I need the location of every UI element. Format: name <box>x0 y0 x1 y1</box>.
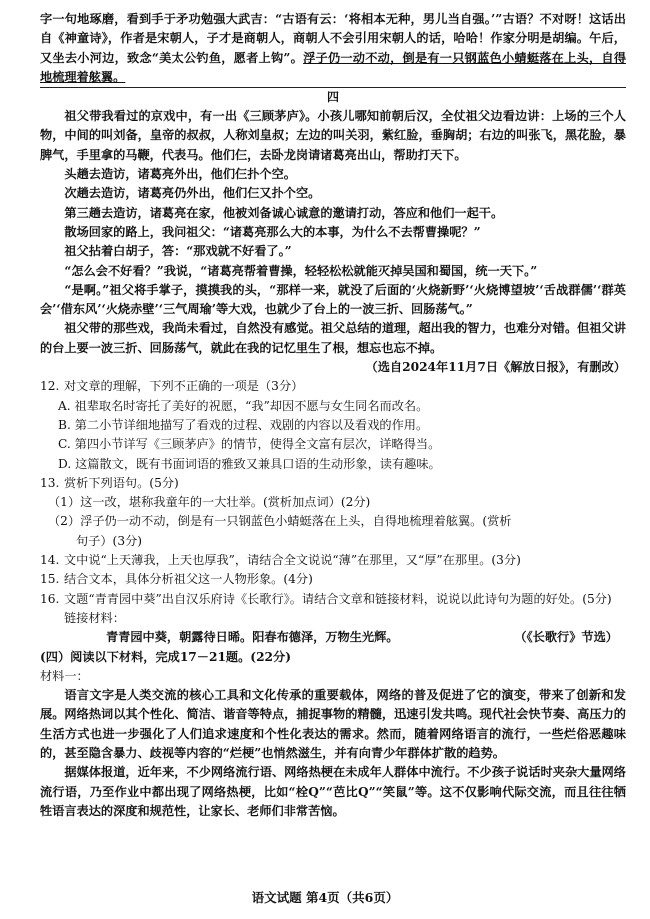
link-source: （《长歌行》节选） <box>514 630 618 645</box>
material-label: 材料一： <box>40 668 89 683</box>
sub-question-2: （2）浮子仍一动不动，倒是有一只钢蓝色小蜻蜓落在上头，自得地梳理着舷翼。(赏析 <box>48 514 512 529</box>
section-number: 四 <box>326 90 339 105</box>
question-stem: 文中说“上天薄我，上天也厚我”，请结合全文说说“薄”在那里，又“厚”在那里。(3分) <box>64 553 521 568</box>
passage-text: 作家分明是胡编。午后，又坐去小河边，致念“美太公钓鱼，愿者上钩”。 <box>40 31 626 65</box>
passage-paragraph: 第三趟去造访，诸葛亮在家，他被刘备诚心诚意的邀请打动，答应和他们一起干。 <box>64 205 504 220</box>
option-c: C. 第四小节详写《三顾茅庐》的情节，使得全文富有层次，详略得当。 <box>58 437 441 452</box>
question-stem: 赏析下列语句。(5分) <box>64 475 179 490</box>
question-12 <box>40 377 626 396</box>
passage-paragraph: 祖父拈着白胡子，答：“那戏就不好看了。” <box>64 244 292 259</box>
question-number: 16. <box>40 591 60 606</box>
link-material-label: 链接材料： <box>64 610 125 625</box>
sub-question-2-cont: 句子）(3分) <box>76 533 143 548</box>
page-footer: 语文试题 第4页（共6页） <box>251 890 399 905</box>
passage-paragraph: 次趟去造访，诸葛亮仍外出，他们仨又扑个空。 <box>64 186 321 201</box>
link-material <box>40 628 626 647</box>
question-stem: 结合文本，具体分析祖父这一人物形象。(4分) <box>64 572 313 587</box>
passage-paragraph: 祖父带的那些戏，我尚未看过，自然没有感觉。祖父总结的道理，超出我的智力，也难分对错。但祖父讲的台上要一波三折、回肠荡气，就此在我的记忆里生了根，想忘也忘不掉。 <box>40 321 626 355</box>
passage-paragraph: 散场回家的路上，我问祖父：“诸葛亮那么大的本事，为什么不去帮曹操呢？” <box>64 224 481 239</box>
passage-source: （选自2024年11月7日《解放日报》，有删改） <box>365 360 626 375</box>
passage-paragraph: “怎么会不好看？”我说，“诸葛亮帮着曹操，轻轻松松就能灭掉吴国和蜀国，统一天下。” <box>64 263 538 278</box>
option-b: B. 第二小节详细地描写了看戏的过程、戏剧的内容以及看戏的作用。 <box>58 417 429 432</box>
passage-paragraph <box>40 10 626 87</box>
passage-paragraph: 祖父带我看过的京戏中，有一出《三顾茅庐》。小孩儿哪知前朝后汉，全仗祖父边看边讲：上场的三个人物，中间的叫刘备，皇帝的叔叔，人称刘皇叔；左边的叫关羽，紫红脸，垂胸胡；右边的叫张飞，黑花脸，暴脾气，手里拿的马鞭，代表马。他们仨，去卧龙岗请诸葛亮出山，帮助打天下。 <box>40 109 626 162</box>
question-13 <box>40 474 626 493</box>
question-15 <box>40 570 626 589</box>
exam-page <box>40 10 626 821</box>
question-stem: 文题“青青园中葵”出自汉乐府诗《长歌行》。请结合文章和链接材料，说说以此诗句为题的好处。(5分) <box>64 591 612 606</box>
option-d: D. 这篇散文，既有书面词语的雅致又兼具口语的生动形象，读有趣味。 <box>58 456 441 471</box>
question-stem: 对文章的理解，下列不正确的一项是（3分） <box>64 379 304 394</box>
question-number: 15. <box>40 572 60 587</box>
passage-paragraph: “是啊。”祖父将手掌子，摸摸我的头，“那样一来，就没了后面的‘火烧新野’‘火烧博望坡’‘舌战群儒’‘群英会’‘借东风’‘火烧赤壁’‘三气周瑜’等大戏，也就少了台上的一波三折、回肠荡气。” <box>40 282 626 317</box>
link-poem: 青青园中葵，朝露待日晞。阳春布德泽，万物生光辉。 <box>106 630 399 645</box>
underlined-sentence: 浮子仍一动不动，倒是有一只钢蓝色小蜻蜓落在上头，自得地梳理着舷翼。 <box>40 50 627 84</box>
material-paragraph: 语言文字是人类交流的核心工具和文化传承的重要载体，网络的普及促进了它的演变，带来了创新和发展。网络热词以其个性化、简洁、谐音等特点，捕捉事物的精髓，迅速引发共鸣。现代社会快节奏、高压力的生活方式也进一步强化了人们追求速度和个性化表达的需求。然而，随着网络语言的流行，一些烂俗恶趣味的，甚至隐含暴力、歧视等内容的“烂梗”也悄然滋生，并有向青少年群体扩散的趋势。 <box>40 688 626 760</box>
material-paragraph: 据媒体报道，近年来，不少网络流行语、网络热梗在未成年人群体中流行。不少孩子说话时夹杂大量网络流行语，乃至作业中都出现了网络热梗，比如“栓Q”“芭比Q”“笑鼠”等。这不仅影响代际交流，而且往往牺牲语言表达的深度和规范性，让家长、老师们非常苦恼。 <box>40 765 626 818</box>
question-number: 13. <box>40 475 60 490</box>
question-number: 14. <box>40 553 60 568</box>
question-14 <box>40 551 626 570</box>
option-a: A. 祖辈取名时寄托了美好的祝愿，“我”却因不愿与女生同名而改名。 <box>58 398 429 413</box>
part4-heading: (四）阅读以下材料，完成17－21题。(22分) <box>40 649 291 664</box>
passage-paragraph: 头趟去造访，诸葛亮外出，他们仨扑个空。 <box>64 167 296 182</box>
sub-question-1: （1）这一改，堪称我童年的一大壮举。(赏析加点词）(2分) <box>48 495 371 510</box>
question-16 <box>40 590 626 609</box>
question-number: 12. <box>40 379 60 394</box>
passage-text: 字一句地琢磨，看到手于矛功勉强大武吉：“古语有云：‘将相本无种，男儿当自强。’”古语？不对呀！这话出自《神童诗》，作者是宋朝人，子才是商朝人，商朝人不会引用宋朝人的话，哈哈！ <box>40 12 626 46</box>
